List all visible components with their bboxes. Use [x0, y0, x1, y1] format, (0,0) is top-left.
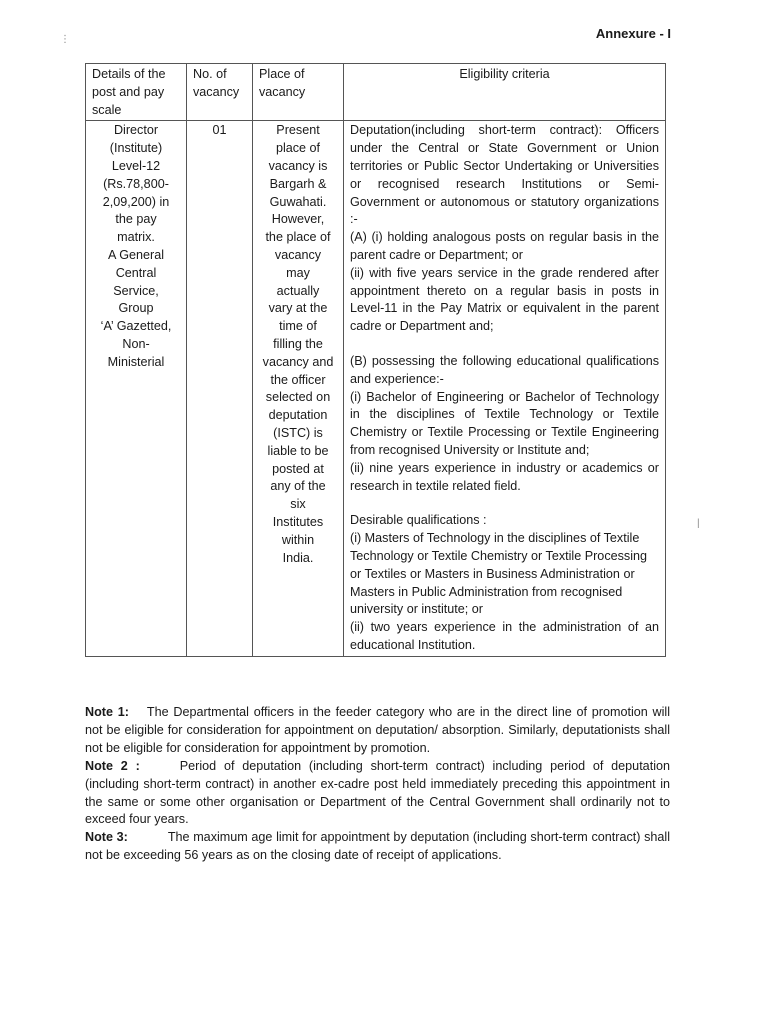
detail-line: Group [118, 301, 154, 316]
place-line: place of [275, 141, 321, 156]
scan-mark: ⋮ [60, 34, 70, 45]
eligibility-intro: Deputation(including short-term contract): Officers under the Central or State Government or Union territories or Public Sector Undertaking or Universities or recognised research Institutions or Semi-Government or autonomous or statutory organizations :- [350, 123, 659, 227]
place-line: the place of [265, 230, 331, 245]
detail-line: (Rs.78,800- [103, 176, 169, 191]
desirable-ii: (ii) two years experience in the administration of an educational Institution. [350, 620, 659, 652]
eligibility-a-ii: (ii) with five years service in the grade rendered after appointment thereto on a regular basis in posts in Level-11 in the Pay Matrix or equivalent in the parent cadre or Department and; [350, 265, 659, 334]
detail-line: Service, [113, 283, 159, 298]
detail-line: Non- [122, 336, 150, 351]
header-eligibility: Eligibility criteria [344, 64, 666, 121]
place-line: India. [282, 550, 314, 565]
place-line: Guwahati. [269, 194, 327, 209]
note-text: The Departmental officers in the feeder category who are in the direct line of promotion will not be eligible for consideration for appointment on deputation/ absorption. Similarly, deputationists shall not be eligible for consideration for appointment by promotion. [85, 705, 670, 755]
detail-line: Director [113, 123, 159, 138]
place-cell [253, 121, 344, 656]
detail-line: (Institute) [109, 141, 163, 156]
place-line: any of the [270, 479, 326, 494]
note-text: The maximum age limit for appointment by deputation (including short-term contract) shall not be exceeding 56 years as on the closing date of receipt of applications. [85, 830, 670, 863]
detail-line: the pay [115, 212, 157, 227]
desirable-i: (i) Masters of Technology in the disciplines of Textile Technology or Textile Chemistry or Textile Processing or Textiles or Masters in Business Administration or Masters in Public Administration from recognised university or institute; or [350, 531, 648, 617]
detail-line: A General [107, 247, 164, 262]
detail-line: ‘A’ Gazetted, [100, 319, 172, 334]
place-line: selected on [265, 390, 331, 405]
place-line: the officer [270, 372, 326, 387]
header-details: Details of the post and pay scale [86, 64, 187, 121]
desirable-title: Desirable qualifications : [350, 513, 487, 528]
place-line: time of [279, 319, 317, 334]
header-place: Place of vacancy [253, 64, 344, 121]
place-line: Institutes [272, 514, 324, 529]
note-label: Note 2 : [85, 758, 140, 773]
place-line: vary at the [268, 301, 328, 316]
post-details-cell [86, 121, 187, 656]
place-line: (ISTC) is [273, 425, 323, 440]
note-1 [85, 704, 670, 758]
place-line: within [281, 532, 315, 547]
note-label: Note 3: [85, 830, 128, 845]
detail-line: 2,09,200) in [102, 194, 170, 209]
eligibility-a-i: (A) (i) holding analogous posts on regular basis in the parent cadre or Department; or [350, 230, 659, 262]
note-2 [85, 758, 670, 830]
eligibility-cell [344, 121, 666, 656]
eligibility-b: (B) possessing the following educational qualifications and experience:- [350, 353, 659, 386]
detail-line: Central [115, 265, 157, 280]
note-label: Note 1: [85, 705, 129, 719]
vacancy-table [85, 63, 666, 657]
header-vacancy-no: No. of vacancy [187, 64, 253, 121]
place-line: actually [276, 283, 320, 298]
place-line: posted at [272, 461, 324, 476]
table-header-row [86, 64, 666, 121]
place-line: Bargarh & [269, 176, 327, 191]
place-line: Present [276, 123, 320, 138]
place-line: vacancy is [268, 158, 328, 173]
annexure-label: Annexure - I [595, 26, 671, 41]
eligibility-b-i: (i) Bachelor of Engineering or Bachelor of Technology in the disciplines of Textile Technology or Textile Chemistry or Textile Processing or Textile Engineering from recognised University or Institute and; [350, 389, 659, 457]
detail-line: Level-12 [111, 158, 161, 173]
place-line: vacancy and [262, 354, 334, 369]
vacancy-count-cell: 01 [187, 121, 253, 656]
note-3 [85, 829, 670, 865]
place-line: deputation [268, 408, 328, 423]
detail-line: matrix. [117, 230, 155, 245]
scan-mark: | [697, 518, 700, 529]
table-row [86, 121, 666, 656]
place-line: may [286, 265, 310, 280]
eligibility-b-ii: (ii) nine years experience in industry or academics or research in textile related field. [350, 460, 659, 493]
place-line: filling the [273, 336, 323, 351]
notes-section [85, 704, 670, 865]
place-line: vacancy [274, 247, 322, 262]
detail-line: Ministerial [107, 354, 165, 369]
note-text: Period of deputation (including short-term contract) including period of deputation (including short-term contract) in another ex-cadre post held immediately preceding this appointment in the same or some other organisation or Department of the Central Government shall ordinarily not to exceed four years. [85, 758, 670, 827]
place-line: liable to be [267, 443, 329, 458]
place-line: six [290, 497, 306, 512]
place-line: However, [271, 212, 325, 227]
